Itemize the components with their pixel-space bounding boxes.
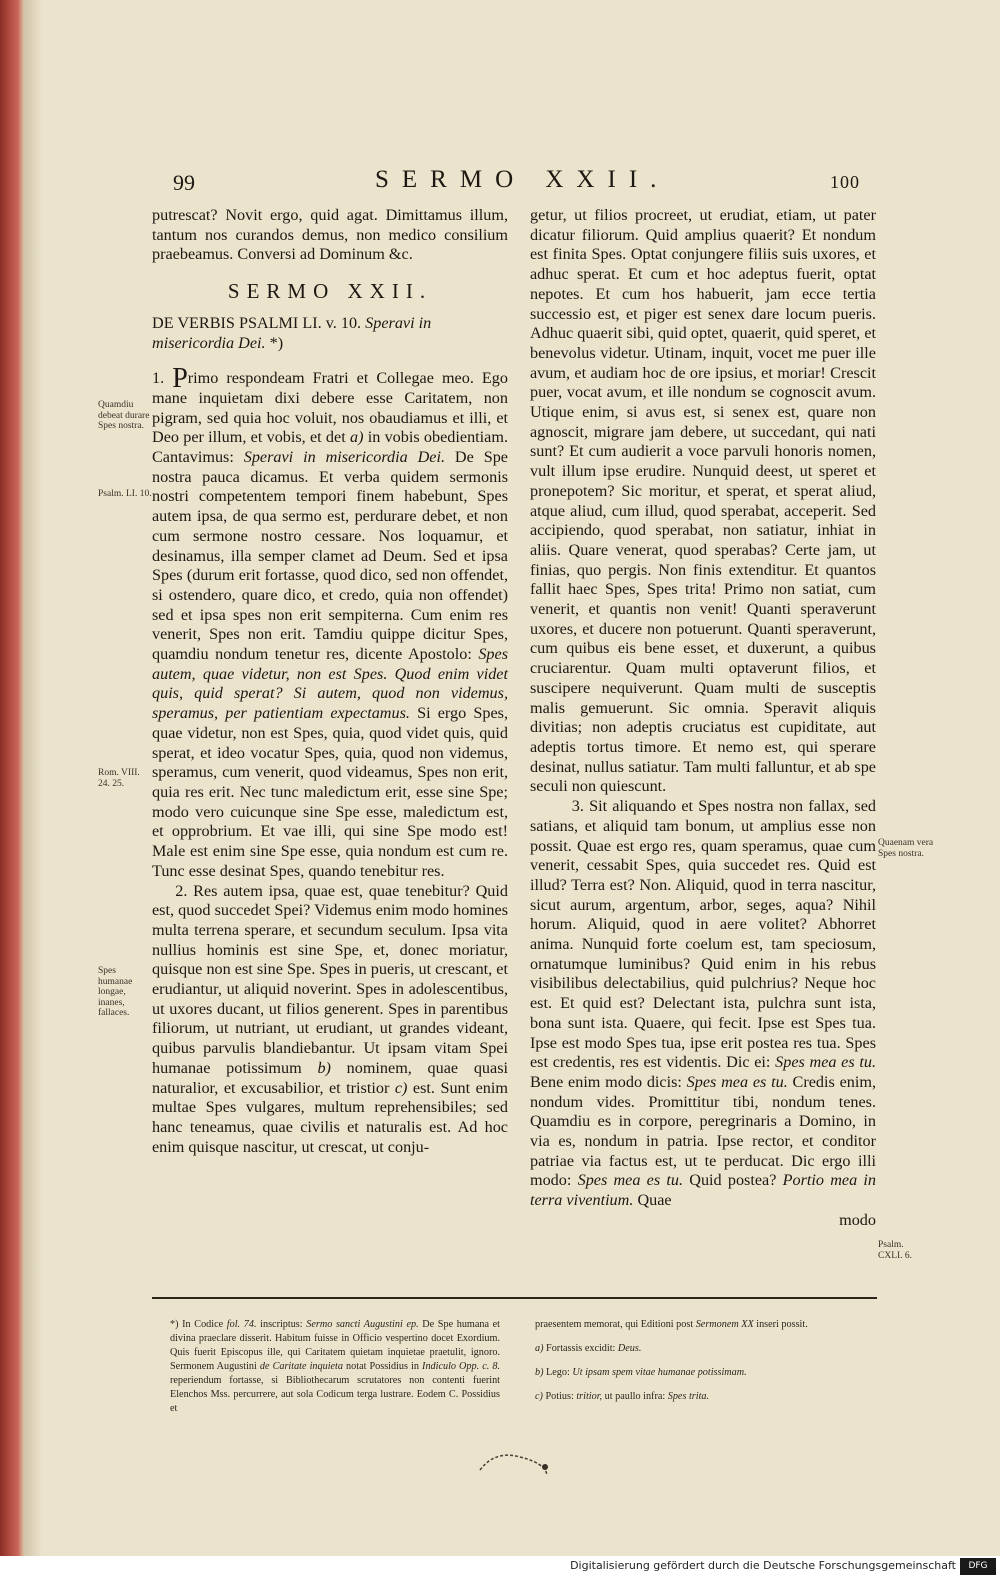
- text-italic: Ut ipsam spem vitae humanae potissimam.: [572, 1367, 747, 1378]
- footnote-divider: [152, 1297, 877, 1299]
- text-run: reperiendum fortasse, si Bibliothecarum scrutatores non contenti fuerint Elenchos Mss. percurrere, aut sola Codicum terga lustrare. Eodem C. Possidius et: [170, 1375, 500, 1414]
- footnote-star: [170, 1318, 500, 1416]
- footnote-mark: *): [170, 1319, 183, 1330]
- quotation: Spes mea es tu.: [775, 1053, 877, 1072]
- digitization-credit: Digitalisierung gefördert durch die Deutsche Forschungsgemeinschaft: [570, 1559, 956, 1572]
- drop-cap: P: [172, 363, 188, 395]
- quotation: Speravi in misericordia Dei.: [243, 448, 446, 467]
- right-column: [530, 206, 876, 1231]
- text-run: Bene enim modo dicis:: [530, 1072, 687, 1091]
- text-italic: Deus.: [617, 1343, 642, 1354]
- text-run: Fortassis excidit:: [543, 1343, 618, 1354]
- quotation: Spes mea es tu.: [686, 1072, 788, 1091]
- paragraph-number: 2.: [175, 881, 188, 900]
- paragraph-number: 3.: [571, 797, 584, 816]
- paragraph-3: [530, 797, 876, 1211]
- catchword: modo: [839, 1210, 876, 1229]
- text-run: Quae: [633, 1191, 672, 1210]
- text-italic: tritior,: [576, 1391, 603, 1402]
- text-italic: Sermonem XX: [695, 1319, 754, 1330]
- text-run: inscriptus:: [256, 1319, 307, 1330]
- text-italic: fol. 74.: [226, 1319, 257, 1330]
- text-run: in vobis obedientiam. Cantavimus:: [152, 428, 508, 467]
- footnote-mark: *): [265, 333, 284, 352]
- left-column: [152, 206, 508, 1157]
- text-italic: Sermo sancti Augustini ep.: [306, 1319, 419, 1330]
- margin-note-4: Spes humanae longae, inanes, fallaces.: [98, 966, 133, 1018]
- paragraph-number: 1.: [152, 369, 165, 388]
- footnote-main: [170, 1318, 500, 1423]
- footnote-ref: c): [394, 1078, 408, 1097]
- text-run: rimo respondeam Fratri et Collegae meo. Ego mane inquietam dixi debere esse Caritatem, non pigram, sed quia hoc voluit, nos obaudiamus et illi, et Deo per illum, et vobis, et det: [152, 369, 508, 447]
- page-number-right: 100: [830, 172, 860, 192]
- page-number-left: 99: [173, 170, 195, 195]
- dfg-logo: DFG: [960, 1558, 996, 1575]
- margin-note-6: Psalm. CXLI. 6.: [878, 1240, 913, 1261]
- footnote-mark: c): [535, 1391, 543, 1402]
- footnote-mark: a): [535, 1343, 544, 1354]
- footer-bar: [0, 1556, 1000, 1579]
- sermon-title: SERMO XXII.: [227, 279, 433, 304]
- text-run: ut paullo infra:: [602, 1391, 668, 1402]
- text-run: est. Sunt enim multae Spes vulgares, multum reprehensibiles; sed hanc teneamus, quae civilis et naturalis est. Ad hoc enim quisque nascitur, ut crescat, ut conju-: [152, 1078, 508, 1156]
- paragraph-2: [152, 882, 508, 1158]
- margin-note-3: Rom. VIII. 24. 25.: [98, 768, 140, 789]
- text-italic: Spes trita.: [667, 1391, 710, 1402]
- margin-note-2: Psalm. LI. 10.: [98, 489, 152, 499]
- footnote-a: [535, 1342, 870, 1356]
- running-title: SERMO XXII.: [375, 166, 670, 193]
- footnote-ref: b): [317, 1058, 331, 1077]
- footnote-b: [535, 1366, 870, 1380]
- running-header: [0, 166, 1000, 200]
- text-run: In Codice: [182, 1319, 227, 1330]
- text-run: nominem, quae quasi naturalior, et excusabilior, et tristior: [152, 1058, 509, 1097]
- margin-note-5: Quaenam vera Spes nostra.: [878, 838, 934, 859]
- page-gutter: [24, 0, 42, 1579]
- text-run: Si ergo Spes, quae videtur, non est Spes, quia, quod videt quis, quid sperat, et ideo vocatur Spes, quia, quod non videmus, speramus, cum venerit, quod videamus, Spes non erit, quia res erit. Nec tunc maledictum erit, esse sine Spe; modo vero cuicunque sine Spe esse, maledictum est, et opprobrium. Et vae illi, qui sine Spe modo est! Male est enim sine Spe esse, quia nondum est cum re. Tunc esse desinat Spes, quando tenebitur res.: [152, 704, 508, 880]
- intro-paragraph: putrescat? Novit ergo, quid agat. Dimittamus illum, tantum nos curandos demus, non medico consilium praebeamus. Conversi ad Dominum &c.: [152, 206, 508, 264]
- text-run: Sit aliquando et Spes nostra non fallax, sed satians, et aliquid tam bonum, ut amplius esse non possit. Quae est ergo res, quam speramus, quae cum venerit, cessabit Spes, quia succedet res. Quid est illud? Terra est? Non. Aliquid, quod in terra nascitur, sicut aurum, argentum, arbor, seges, aqua? Nihil horum. Aliquid, quod in aere volitet? Abhorret anima. Nunquid forte coelum est, tam speciosum, ornatumque luminibus? Quid enim in his rebus visibilibus delectabilius, quid pulchrius? Neque hoc est. Et quid est? Delectant ista, pulchra sunt ista, bona sunt ista. Quaere, qui fecit. Ipse est Spes tua. Ipse est modo Spes tua, ipse erit postea res tua. Spes est credentis, res est videntis. Dic ei:: [530, 797, 876, 1072]
- text-run: Quid postea?: [683, 1171, 783, 1190]
- text-run: Credis enim, nondum vides. Promittitur tibi, nondum tenes. Quamdiu es in corpore, peregrinaris a Domino, in via es, nondum in patria. Ipse rector, et conditor patriae via factus est, ut te perducat. Dic ergo illi modo:: [530, 1072, 876, 1190]
- text-run: Res autem ipsa, quae est, quae tenebitur? Quid est, quod succedet Spei? Videmus enim modo homines multa terrena sperare, et secundum seculum. Ipsa vita nullius hominis est sine Spe, et, donec moriatur, quisque non est sine Spe. Spes in pueris, ut crescant, et erudiantur, ut aliquid noverint. Spes in adolescentibus, ut uxores ducant, ut filios generent. Spes in parentibus filiorum, ut nutriant, ut erudiant, ut grandes videant, quibus parvulis blandiebantur. Ut ipsam vitam Spei humanae potissimum: [152, 881, 508, 1077]
- paragraph-1: [152, 363, 508, 881]
- book-edge: [0, 0, 24, 1579]
- quotation: Portio mea in terra viventium.: [530, 1171, 876, 1210]
- quotation: Spes mea es tu.: [577, 1171, 684, 1190]
- text-run: De Spe nostra pauca dicamus. Et verba quidem sermonis nostri competentem tempori finem habebunt, Spes autem ipsa, de qua sermo est, perdurare debet, et non cum sermone nostro cessare. Nos loquamur, et desinamus, illa semper clamet ad Deum. Sed et ipsa Spes (durum erit fortasse, quod dico, sed non offendet, si ostendero, quare dico, et credo, quia non offendet) sed et ipsa spes non erit sempiterna. Cum enim res venerit, Spes non erit. Tamdiu quippe dicitur Spes, quamdiu nondum tenetur res, dicente Apostolo:: [152, 448, 508, 664]
- subtitle-italic: Speravi in misericordia Dei.: [152, 313, 432, 352]
- text-italic: de Caritate inquieta: [259, 1361, 343, 1372]
- text-italic: Indiculo Opp. c. 8.: [422, 1361, 500, 1372]
- footnote-ref: a): [349, 428, 364, 447]
- paragraph-2-continued: getur, ut filios procreet, ut erudiat, etiam, ut pater dicatur filiorum. Quid amplius quaerit? Et nondum est finita Spes. Optat conjungere filiis suis uxores, et adhuc sperat. Et cum et hoc adeptus fuerit, optat nepotes. Et cum hos habuerit, jam ecce tertia successio est, et piger est senex dare locum pueris. Adhuc quaerit sibi, quid optet, quaerit, quid speret, et benevolus videtur. Utinam, inquit, vocet me puer ille avum, et audiam hoc de ore ipsius, et moriar! Crescit puer, vocat avum, et ille nondum se cognoscit avum. Utique enim, si avus est, si senex est, quare non agnoscit, migrare jam debere, ut succedant, qui nati sunt? Et cum audierit a voce parvuli honoris nomen, vult illum ipse erudire. Nunquid deest, ut speret et pronepotem? Sic moritur, et sperat, et sperat aliud, atque aliud, cum illud, quod sperabat, acceperit. Sed accipiendo, quod sperabat, non satiatur, inhiat in aliis. Quare venerat, quod sperabas? Certe jam, ut finias, quo pergis. Non finis extenditur. Et quantos fallit haec Spes, Spes trita! Primo non satiat, cum venerit, et quantis non venit! Quanti speraverunt uxores, et ducere non potuerunt. Quanti speraverunt, cum quibus eis bene esset, et duxerunt, a quibus cruciarentur. Quam multi optaverunt filios, et suscipere nequiverunt. Quam multi de susceptis malis gemuerunt. Sic omnia. Speravit aliquis divitias; non adeptis cruciatus est cupiditate, aut adeptis tortus timore. Et nemo est, qui sperare desinat, nullus satiatur. Tam multi falluntur, et ab spe seculi non quiescunt.: [530, 206, 876, 796]
- text-run: inseri possit.: [753, 1319, 808, 1330]
- sermon-subtitle: [152, 314, 508, 353]
- margin-note-1: Quamdiu debeat durare Spes nostra.: [98, 400, 150, 431]
- text-run: Lego:: [543, 1367, 573, 1378]
- text-run: praesentem memorat, qui Editioni post: [535, 1319, 696, 1330]
- quotation: Spes autem, quae videtur, non est Spes. Quod enim videt quis, quid sperat? Si autem, quod non videmus, speramus, per patientiam expectamus.: [152, 645, 508, 723]
- text-run: notat Possidius in: [342, 1361, 423, 1372]
- ink-smudge: [475, 1445, 555, 1485]
- footnote-right: [535, 1318, 870, 1411]
- footnote-star-continued: [535, 1318, 870, 1332]
- text-run: Potius:: [542, 1391, 577, 1402]
- subtitle-plain: DE VERBIS PSALMI LI. v. 10.: [152, 313, 366, 332]
- footnote-c: [535, 1390, 870, 1404]
- text-run: De Spe humana et divina praeclare disserit. Habitum fuisse in Officio vespertino docet Exordium. Quis fuerit Episcopus ille, qui Caritatem quietam inquietae praetulit, ignoro. Sermonem Augustini: [170, 1319, 500, 1372]
- footnote-mark: b): [535, 1367, 544, 1378]
